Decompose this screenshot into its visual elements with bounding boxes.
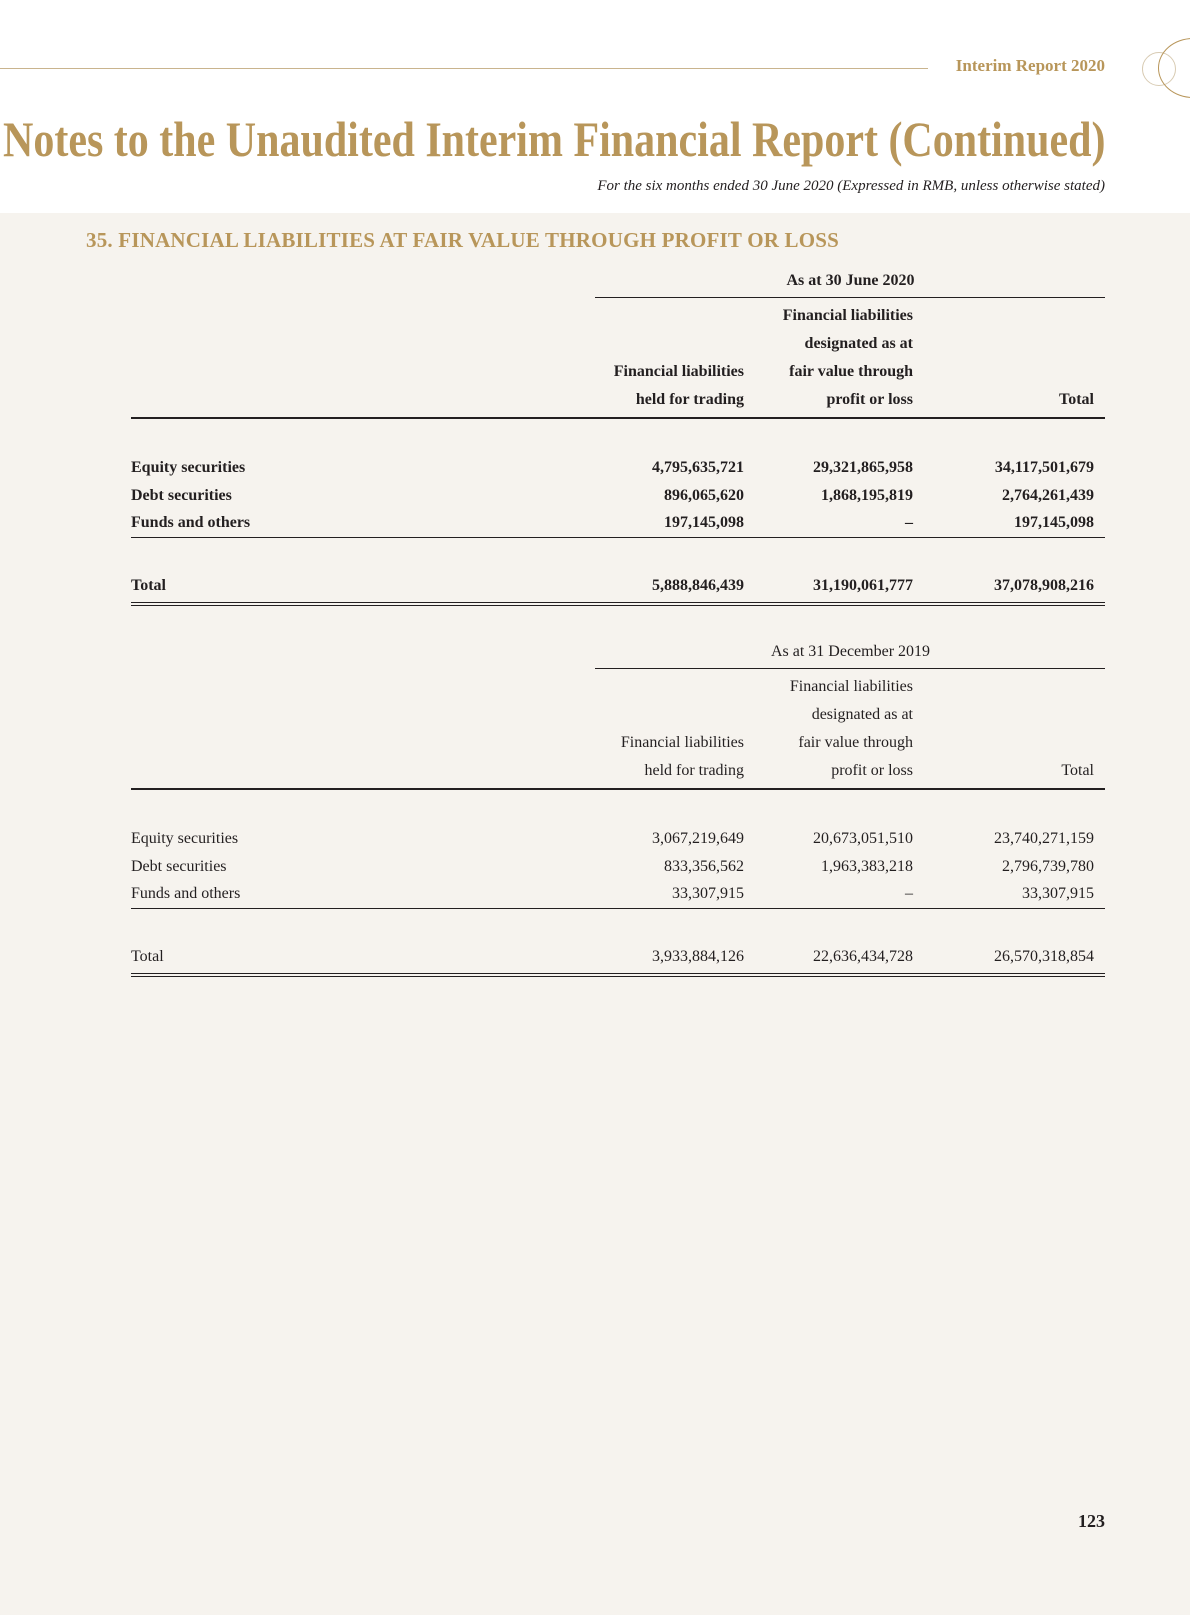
column-header-trading: Financial liabilities — [613, 363, 744, 380]
column-header-designated: designated as at — [804, 335, 913, 352]
column-header-total: Total — [1061, 762, 1094, 779]
total-double-rule — [131, 973, 1105, 974]
cell-value: 197,145,098 — [664, 514, 744, 531]
total-label: Total — [131, 577, 166, 594]
row-label: Debt securities — [131, 858, 227, 875]
page-subtitle: For the six months ended 30 June 2020 (Expressed in RMB, unless otherwise stated) — [597, 178, 1105, 194]
row-label: Debt securities — [131, 487, 232, 504]
column-header-designated: Financial liabilities — [789, 678, 913, 695]
cell-value: 34,117,501,679 — [994, 459, 1094, 476]
subtotal-rule — [131, 908, 1105, 909]
cell-value: 23,740,271,159 — [994, 830, 1094, 847]
cell-value: 29,321,865,958 — [813, 459, 913, 476]
column-header-trading: held for trading — [635, 391, 744, 408]
column-header-trading: Financial liabilities — [620, 734, 744, 751]
cell-value: 33,307,915 — [672, 885, 744, 902]
row-label: Equity securities — [131, 830, 239, 847]
row-label: Funds and others — [131, 514, 251, 531]
total-value: 37,078,908,216 — [994, 577, 1094, 594]
column-header-designated: profit or loss — [831, 762, 913, 779]
period-rule — [595, 297, 1105, 298]
cell-value: – — [905, 514, 913, 531]
subtotal-rule — [131, 537, 1105, 538]
column-header-total: Total — [1059, 391, 1094, 408]
row-label: Funds and others — [131, 885, 241, 902]
total-double-rule — [131, 605, 1105, 606]
total-value: 26,570,318,854 — [994, 948, 1094, 965]
header-rule — [0, 68, 928, 69]
period-heading: As at 30 June 2020 — [786, 272, 915, 289]
cell-value: 20,673,051,510 — [813, 830, 913, 847]
total-value: 5,888,846,439 — [652, 577, 744, 594]
section-title: 35. FINANCIAL LIABILITIES AT FAIR VALUE THROUGH PROFIT OR LOSS — [86, 228, 840, 252]
column-header-designated: Financial liabilities — [782, 307, 913, 324]
cell-value: 197,145,098 — [1014, 514, 1094, 531]
page-title: Notes to the Unaudited Interim Financial Report (Continued) — [2, 111, 1105, 167]
header-rule — [131, 417, 1105, 419]
total-value: 3,933,884,126 — [652, 948, 744, 965]
cell-value: 896,065,620 — [664, 487, 744, 504]
cell-value: 33,307,915 — [1022, 885, 1094, 902]
cell-value: 3,067,219,649 — [652, 830, 744, 847]
cell-value: 4,795,635,721 — [652, 459, 744, 476]
column-header-trading: held for trading — [644, 762, 744, 779]
column-header-designated: fair value through — [798, 734, 913, 751]
cell-value: 833,356,562 — [664, 858, 744, 875]
cell-value: 2,796,739,780 — [1002, 858, 1094, 875]
period-heading: As at 31 December 2019 — [770, 643, 931, 660]
total-double-rule — [131, 602, 1105, 603]
column-header-designated: designated as at — [811, 706, 913, 723]
period-rule — [595, 668, 1105, 669]
total-value: 22,636,434,728 — [813, 948, 913, 965]
row-label: Equity securities — [131, 459, 246, 476]
total-double-rule — [131, 976, 1105, 977]
total-value: 31,190,061,777 — [813, 577, 913, 594]
cell-value: 1,868,195,819 — [821, 487, 913, 504]
page-number: 123 — [1078, 1511, 1105, 1531]
cell-value: – — [905, 885, 913, 902]
report-name: Interim Report 2020 — [955, 56, 1105, 75]
total-label: Total — [131, 948, 164, 965]
cell-value: 1,963,383,218 — [821, 858, 913, 875]
column-header-designated: profit or loss — [826, 391, 913, 408]
cell-value: 2,764,261,439 — [1002, 487, 1094, 504]
header-rule — [131, 788, 1105, 790]
column-header-designated: fair value through — [789, 363, 913, 380]
